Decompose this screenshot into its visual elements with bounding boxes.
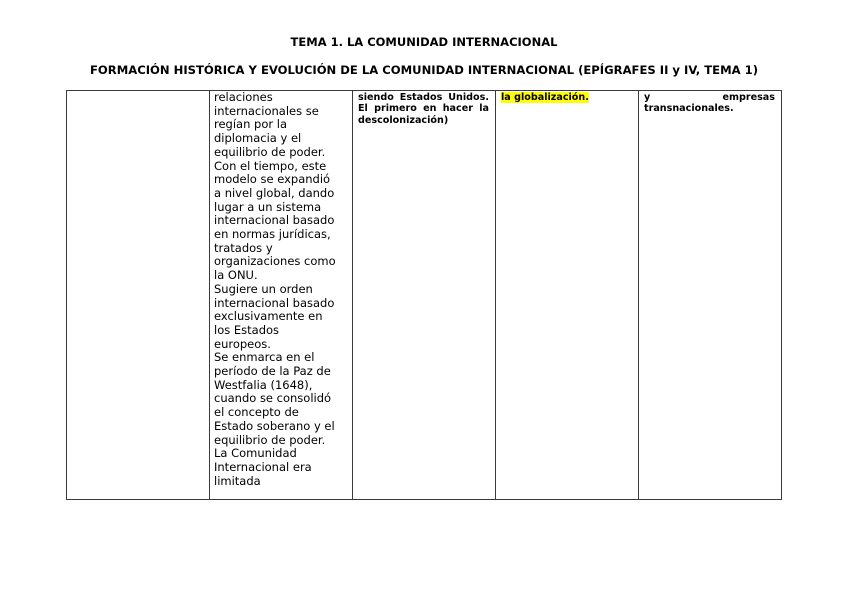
- cell-text: relaciones internacionales se regían por la diplomacia y el equilibrio de poder. Con el tiempo, este modelo se expandió a nivel global, dando lugar a un sistema internacional basado en normas jurídicas, tratados y organizaciones como la ONU. Sugiere un orden internacional basado exclusivamente en los Estados europeos. Se enmarca en el período de la Paz de Westfalia (1648), cuando se consolidó el concepto de Estado soberano y el equilibrio de poder. La Comunidad Internacional era limitada: [214, 90, 336, 488]
- table-cell-empty: [67, 91, 210, 500]
- cell-content: [210, 91, 352, 488]
- content-table: [66, 90, 782, 500]
- cell-text: siendo Estados Unidos. El primero en hacer la descolonización): [358, 92, 489, 126]
- table-cell-note: [353, 91, 496, 500]
- cell-content: [353, 91, 495, 126]
- page-subtitle: FORMACIÓN HISTÓRICA Y EVOLUCIÓN DE LA COMUNIDAD INTERNACIONAL (EPÍGRAFES II y IV, TEMA 1): [90, 63, 758, 77]
- table-cell-highlight: [496, 91, 639, 500]
- cell-text: y empresas transnacionales.: [644, 92, 775, 115]
- highlighted-text: la globalización.: [501, 92, 589, 103]
- table-row: [67, 91, 782, 500]
- cell-text: [67, 91, 209, 92]
- cell-content: [496, 91, 638, 103]
- cell-content: [639, 91, 781, 115]
- page-title: TEMA 1. LA COMUNIDAD INTERNACIONAL: [290, 35, 558, 49]
- table-cell-note-2: [639, 91, 782, 500]
- table-cell-description: [210, 91, 353, 500]
